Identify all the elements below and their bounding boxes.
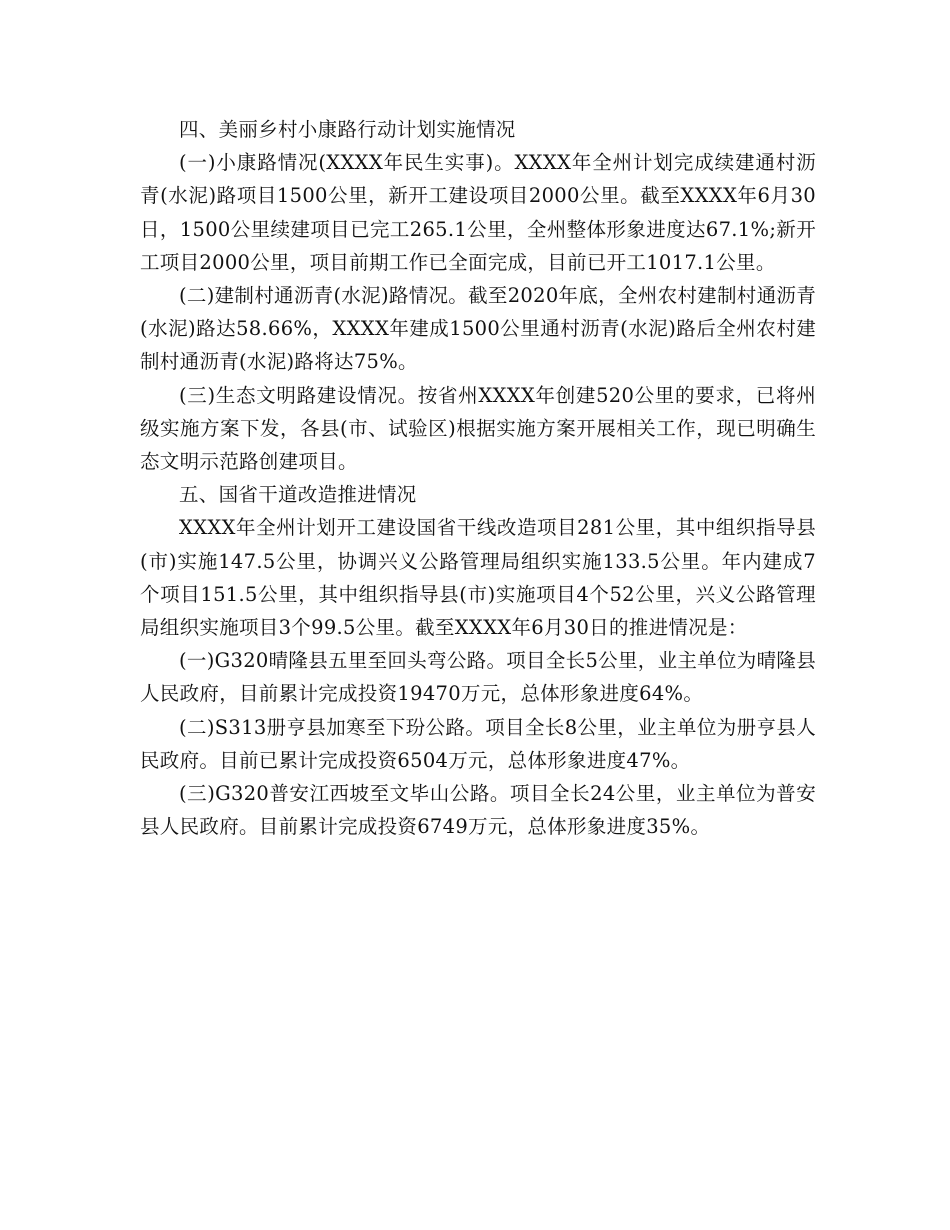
paragraph-project-g320-puan: (三)G320普安江西坡至文毕山公路。项目全长24公里，业主单位为普安县人民政府。目前累计完成投资6749万元，总体形象进度35%。 — [140, 782, 816, 839]
paragraph-xiaokang-road: (一)小康路情况(XXXX年民生实事)。XXXX年全州计划完成续建通村沥青(水泥)路项目1500公里，新开工建设项目2000公里。截至XXXX年6月30日，1500公里续建项目已完工265.1公里，全州整体形象进度达67.1%;新开工项目2000公里，项目前期工作已全面完成，目前已开工1017.1公里。 — [140, 151, 816, 274]
paragraph-project-s313-ceheng: (二)S313册亨县加寒至下玢公路。项目全长8公里，业主单位为册亨县人民政府。目前已累计完成投资6504万元，总体形象进度47%。 — [140, 715, 816, 772]
document-body — [140, 113, 816, 843]
section-heading-4: 四、美丽乡村小康路行动计划实施情况 — [179, 118, 516, 141]
paragraph-project-g320-qinglong: (一)G320晴隆县五里至回头弯公路。项目全长5公里，业主单位为晴隆县人民政府，目前累计完成投资19470万元，总体形象进度64%。 — [140, 649, 816, 706]
section-heading-5: 五、国省干道改造推进情况 — [179, 483, 417, 507]
paragraph-trunk-road-plan: XXXX年全州计划开工建设国省干线改造项目281公里，其中组织指导县(市)实施147.5公里，协调兴义公路管理局组织实施133.5公里。年内建成7个项目151.5公里，其中组织指导县(市)实施项目4个52公里，兴义公路管理局组织实施项目3个99.5公里。截至XXXX年6月30日的推进情况是： — [140, 516, 816, 640]
paragraph-village-road: (二)建制村通沥青(水泥)路情况。截至2020年底，全州农村建制村通沥青(水泥)路达58.66%，XXXX年建成1500公里通村沥青(水泥)路后全州农村建制村通沥青(水泥)路将达75%。 — [140, 284, 816, 374]
paragraph-eco-road: (三)生态文明路建设情况。按省州XXXX年创建520公里的要求，已将州级实施方案下发，各县(市、试验区)根据实施方案开展相关工作，现已明确生态文明示范路创建项目。 — [140, 383, 816, 474]
